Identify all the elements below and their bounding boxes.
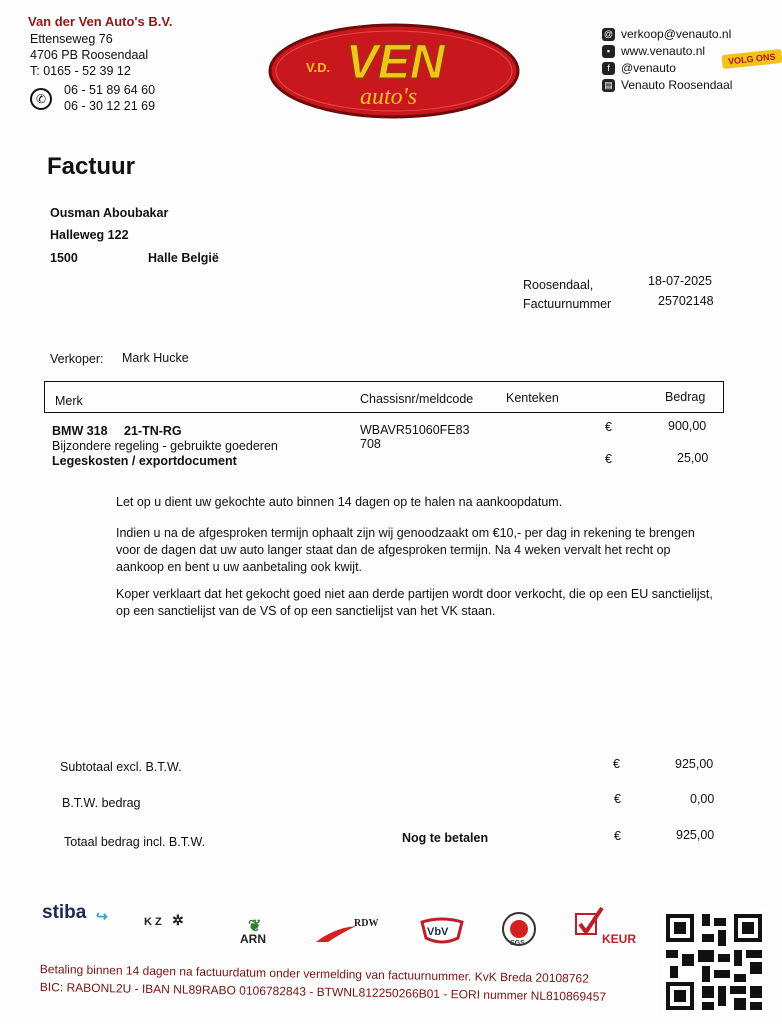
contact-email[interactable]: @ verkoop@venauto.nl bbox=[603, 27, 732, 41]
logo-autos: auto's bbox=[360, 84, 418, 110]
vat-value: 0,00 bbox=[690, 792, 715, 806]
header-merk: Merk bbox=[55, 394, 83, 408]
row-chassis: WBAVR51060FE83 bbox=[360, 423, 470, 437]
rdw-swoosh-icon bbox=[314, 924, 358, 944]
row2-amount: 25,00 bbox=[677, 451, 709, 465]
logo-ven: VEN bbox=[346, 36, 445, 89]
contact-social[interactable]: f @venauto bbox=[602, 61, 676, 75]
partner-logos bbox=[40, 898, 640, 954]
stiba-logo: stiba bbox=[42, 902, 87, 923]
subtotal-currency: € bbox=[613, 757, 620, 771]
row-merk: BMW 318 bbox=[52, 424, 108, 438]
ven-autos-logo bbox=[268, 22, 520, 120]
header-bedrag: Bedrag bbox=[665, 390, 706, 404]
row-amount: 900,00 bbox=[668, 419, 707, 433]
invoice-date: 18-07-2025 bbox=[648, 274, 712, 288]
globe-icon: ▪ bbox=[602, 45, 615, 58]
row-currency: € bbox=[605, 420, 612, 434]
payment-terms: Betaling binnen 14 dagen na factuurdatum onder vermelding van factuurnummer. KvK Breda 20108762 bbox=[39, 962, 589, 986]
invoice-number: 25702148 bbox=[658, 294, 714, 308]
follow-badge: VOLG ONS bbox=[721, 49, 782, 69]
whatsapp-icon: ✆ bbox=[30, 88, 52, 110]
company-phone: T: 0165 - 52 39 12 bbox=[30, 64, 131, 78]
row-kenteken: 21-TN-RG bbox=[124, 424, 182, 438]
note-pickup: Let op u dient uw gekochte auto binnen 14 dagen op te halen na aankoopdatum. bbox=[116, 495, 563, 509]
company-street: Ettenseweg 76 bbox=[30, 32, 113, 46]
sgs-logo: SGS bbox=[510, 940, 525, 947]
seller-label: Verkoper: bbox=[50, 352, 104, 366]
company-name: Van der Ven Auto's B.V. bbox=[28, 14, 173, 29]
header-chassis: Chassisnr/meldcode bbox=[360, 392, 474, 406]
customer-city: Halle België bbox=[148, 251, 219, 265]
row-chassis-cont: 708 bbox=[360, 437, 381, 451]
total-value: 925,00 bbox=[676, 828, 715, 842]
contact-web[interactable]: ▪ www.venauto.nl bbox=[602, 44, 705, 58]
qr-code[interactable] bbox=[662, 910, 766, 1014]
customer-zip: 1500 bbox=[50, 251, 78, 265]
vat-currency: € bbox=[614, 792, 621, 806]
header-kenteken: Kenteken bbox=[506, 391, 559, 405]
row-legeskosten: Legeskosten / exportdocument bbox=[52, 454, 237, 468]
keur-check-icon bbox=[574, 906, 604, 940]
row-regeling: Bijzondere regeling - gebruikte goederen bbox=[52, 439, 278, 453]
mobile-number-2: 06 - 30 12 21 69 bbox=[64, 99, 156, 113]
bank-details: BIC: RABONL2U - IBAN NL89RABO 0106782843 - BTWNL812250266B01 - EORI nummer NL810869457 bbox=[39, 980, 607, 1004]
total-label: Totaal bedrag incl. B.T.W. bbox=[64, 835, 206, 849]
due-label: Nog te betalen bbox=[402, 831, 489, 845]
place-label: Roosendaal, bbox=[523, 278, 594, 292]
arn-leaf-icon: ❦ bbox=[248, 918, 262, 935]
logo-vd: V.D. bbox=[306, 60, 331, 75]
seller-name: Mark Hucke bbox=[122, 351, 189, 365]
customer-name: Ousman Aboubakar bbox=[50, 206, 169, 220]
vat-label: B.T.W. bedrag bbox=[62, 796, 141, 810]
arn-logo: ARN bbox=[240, 932, 266, 946]
shop-icon: ▤ bbox=[602, 79, 615, 92]
kzs-sun-icon: ✲ bbox=[172, 912, 184, 928]
keur-logo: KEUR bbox=[602, 932, 637, 946]
vbv-logo: VbV bbox=[427, 926, 449, 938]
kzs-logo: K Z bbox=[144, 916, 162, 928]
invoice-title: Factuur bbox=[47, 153, 136, 180]
stiba-arrow-icon: ↪ bbox=[96, 908, 108, 924]
subtotal-label: Subtotaal excl. B.T.W. bbox=[60, 760, 182, 774]
mobile-number-1: 06 - 51 89 64 60 bbox=[64, 83, 156, 97]
contact-shop[interactable]: ▤ Venauto Roosendaal bbox=[602, 78, 732, 92]
subtotal-value: 925,00 bbox=[675, 757, 714, 771]
customer-street: Halleweg 122 bbox=[50, 228, 129, 242]
row2-currency: € bbox=[605, 452, 612, 466]
rdw-logo: RDW bbox=[354, 918, 379, 929]
total-currency: € bbox=[614, 829, 621, 843]
email-icon: @ bbox=[603, 28, 614, 39]
facebook-icon: f bbox=[602, 62, 615, 75]
note-storage: Indien u na de afgesproken termijn ophaalt zijn wij genoodzaakt om €10,- per dag in rekening te brengen voor de dagen dat uw auto langer staat dan de afgesproken termijn. Na 4 weken vervalt het recht op aankoop en bent u uw aanbetaling ook kwijt. bbox=[116, 526, 695, 574]
invoice-number-label: Factuurnummer bbox=[523, 297, 612, 311]
company-city: 4706 PB Roosendaal bbox=[30, 48, 149, 62]
note-sanctions: Koper verklaart dat het gekocht goed niet aan derde partijen wordt door verkocht, die op een EU sanctielijst, op een sanctielijst van de VS of op een sanctielijst van het VK staan. bbox=[116, 587, 713, 618]
